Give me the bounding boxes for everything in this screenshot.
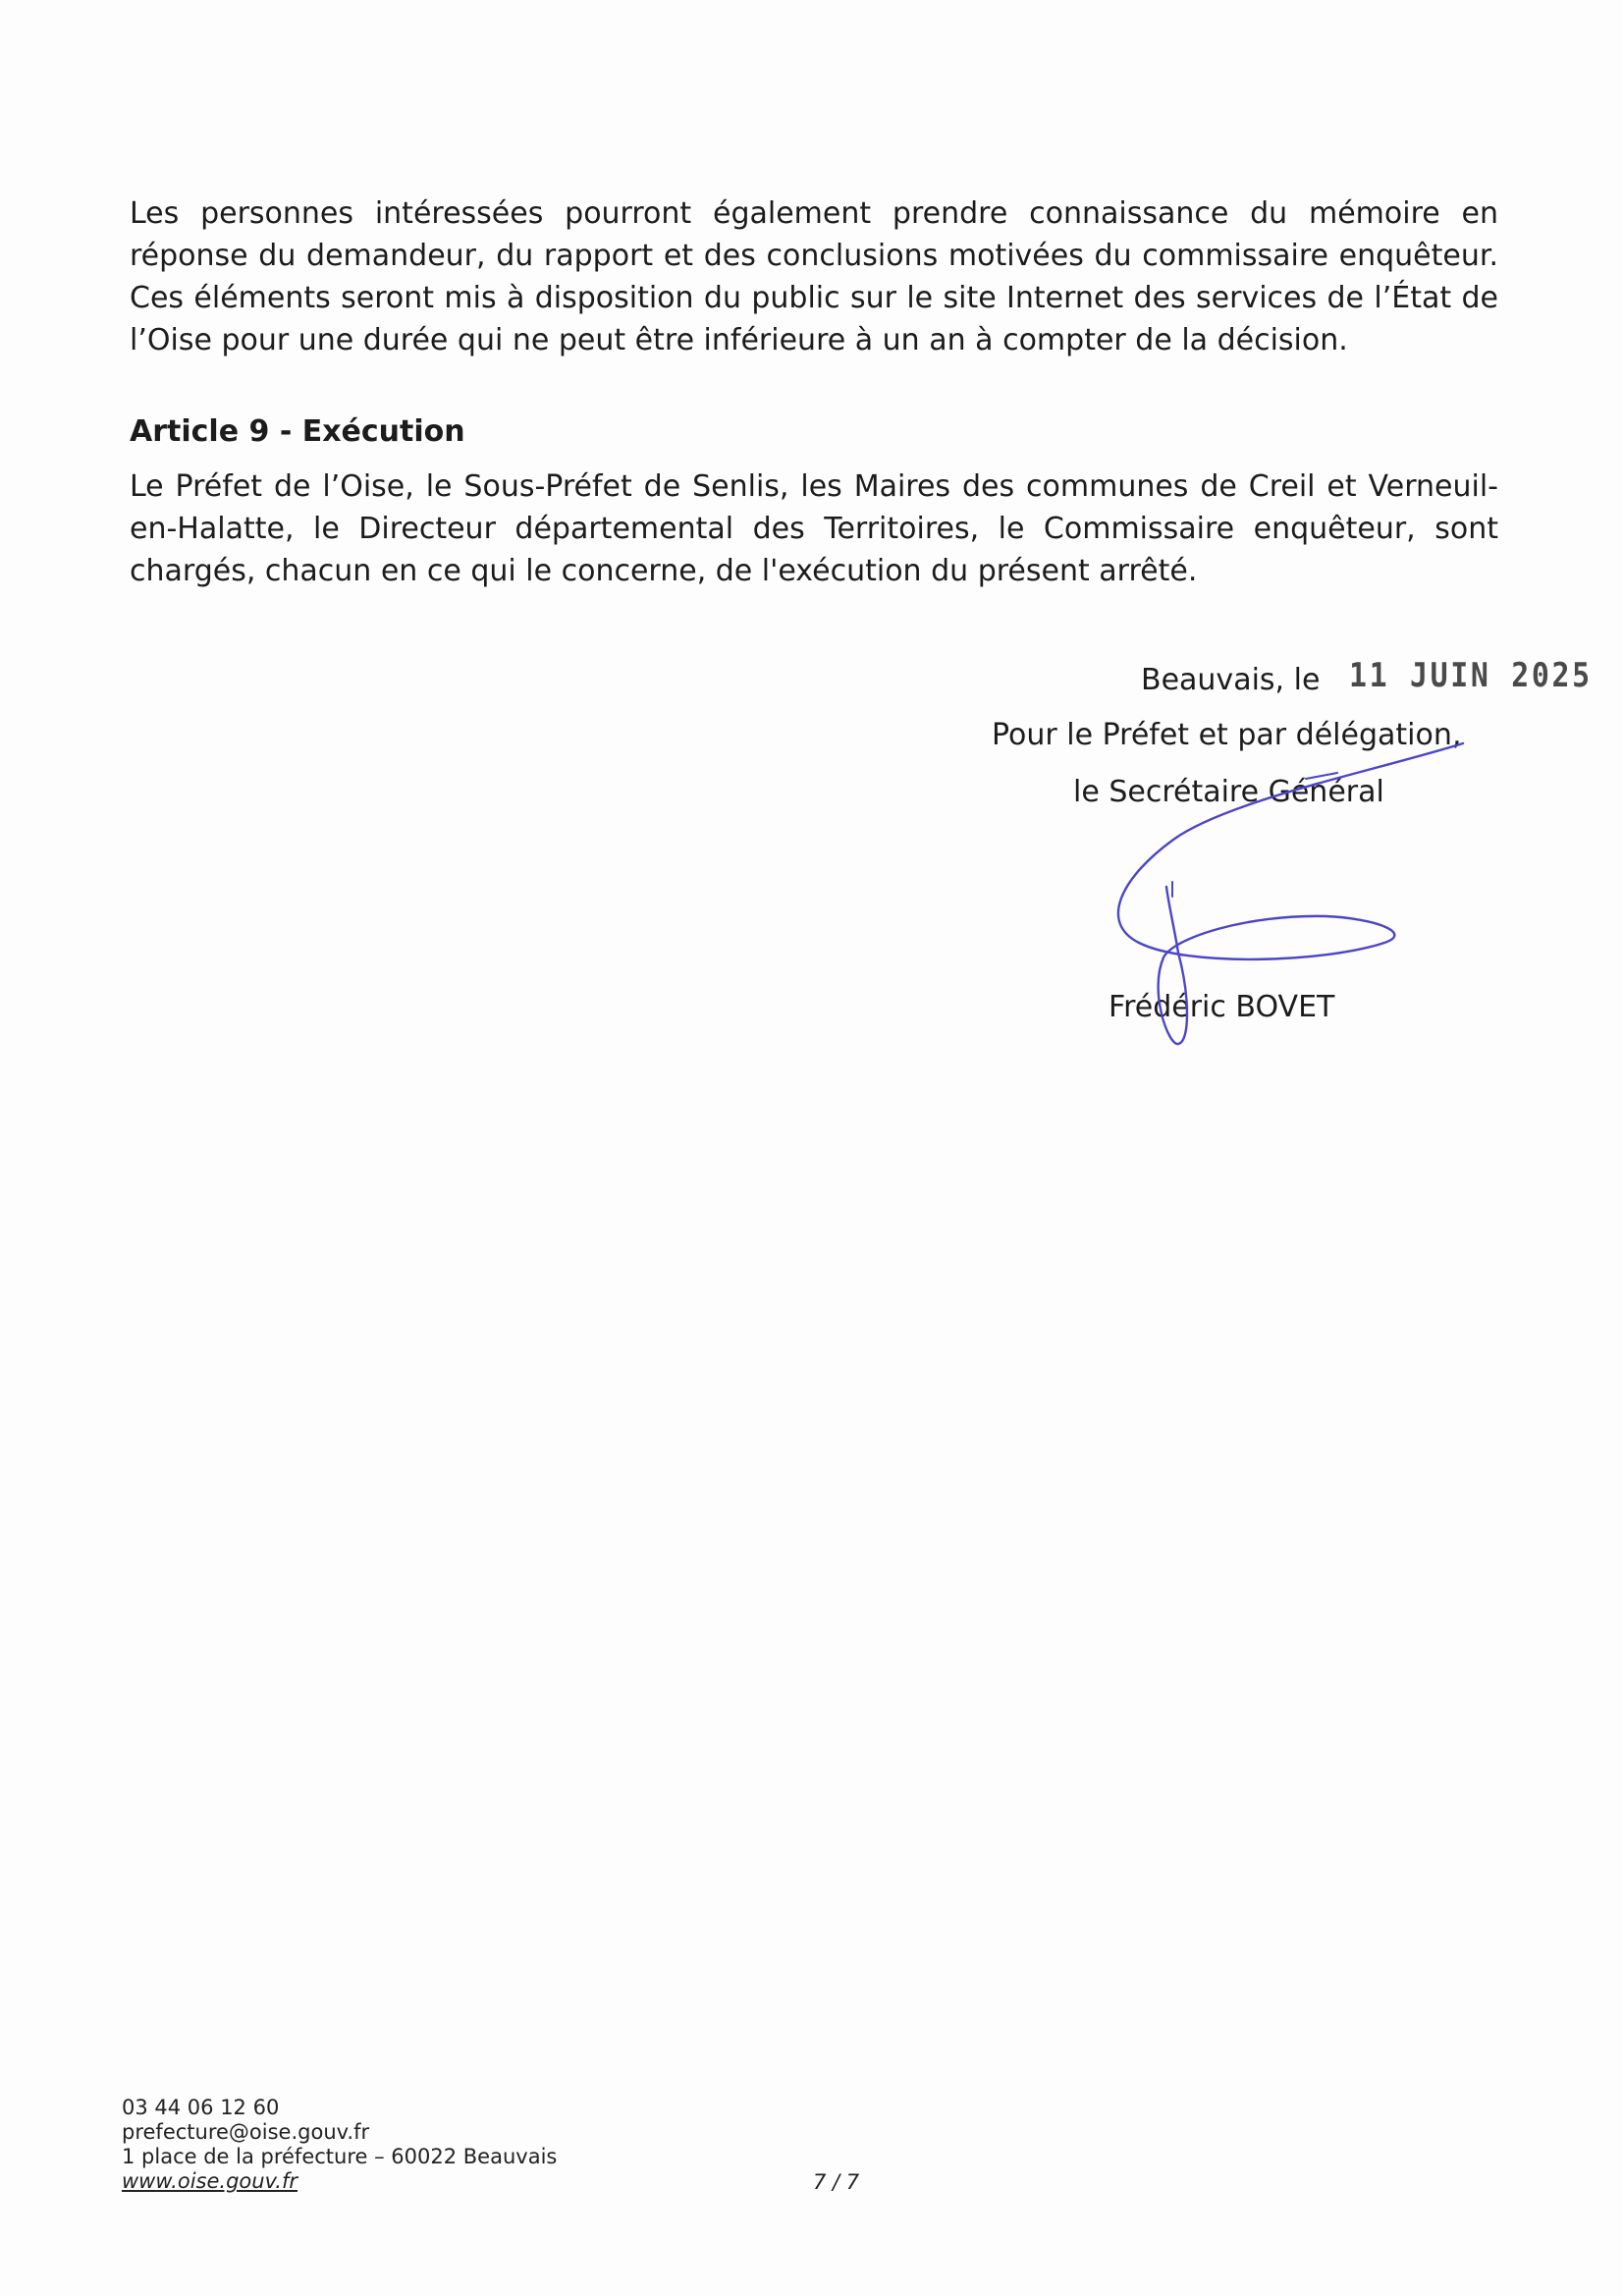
footer-phone: 03 44 06 12 60 (122, 2096, 280, 2119)
body-paragraph-execution: Le Préfet de l’Oise, le Sous-Préfet de Senlis, les Maires des communes de Creil et Verneuil-en-Halatte, le Directeur départemental des Territoires, le Commissaire enquêteur, sont chargés, chacun en ce qui le concerne, de l'exécution du présent arrêté. (130, 469, 1498, 588)
signatory-name: Frédéric BOVET (1109, 990, 1335, 1024)
footer-address: 1 place de la préfecture – 60022 Beauvais (122, 2145, 558, 2168)
place-date-label: Beauvais, le (1141, 663, 1321, 697)
footer-website-link[interactable]: www.oise.gouv.fr (122, 2169, 298, 2193)
date-stamp: 11 JUIN 2025 (1349, 656, 1593, 695)
signatory-title: le Secrétaire Général (1073, 775, 1384, 809)
body-paragraph-publication: Les personnes intéressées pourront également prendre connaissance du mémoire en réponse du demandeur, du rapport et des conclusions motivées du commissaire enquêteur. Ces éléments seront mis à disposition du public sur le site Internet des services de l’État de l’Oise pour une durée qui ne peut être inférieure à un an à compter de la décision. (130, 196, 1498, 357)
handwritten-signature (1080, 732, 1492, 1056)
article-heading: Article 9 - Exécution (130, 414, 465, 449)
delegation-line: Pour le Préfet et par délégation, (992, 718, 1462, 752)
page-number: 7 / 7 (813, 2170, 860, 2194)
footer-email[interactable]: prefecture@oise.gouv.fr (122, 2120, 370, 2144)
